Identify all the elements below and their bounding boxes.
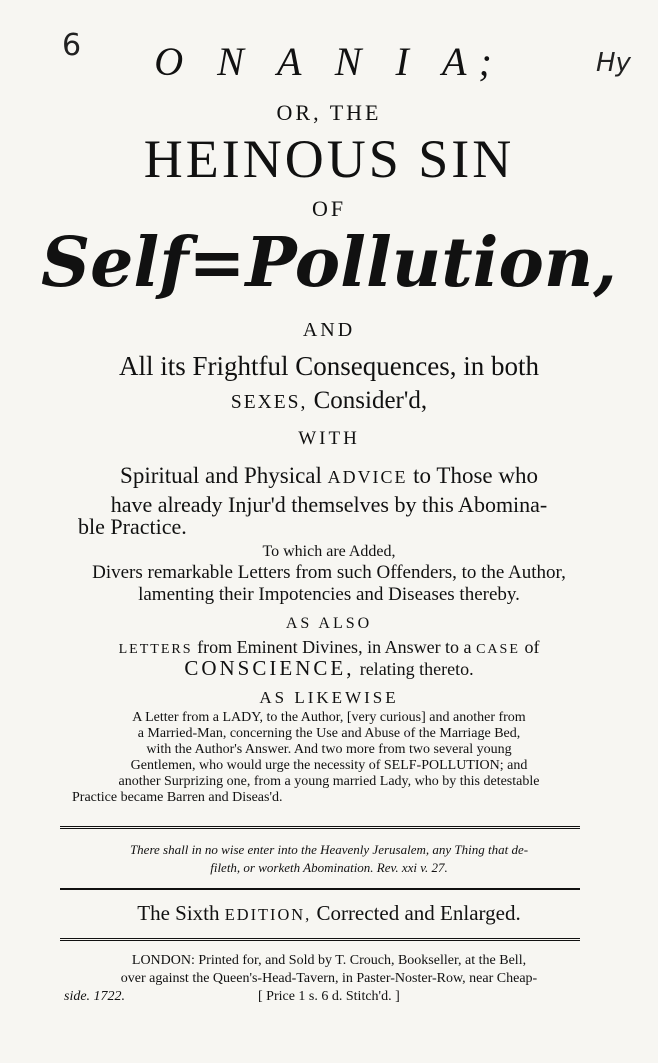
edition-word: EDITION, — [224, 905, 312, 924]
title-or-the: OR, THE — [276, 100, 382, 125]
lady-line-5: another Surprizing one, from a young married Lady, who by this detestable — [118, 774, 540, 789]
divines-text: from Eminent Divines, in Answer to a — [197, 637, 472, 657]
lady-line-6: Practice became Barren and Diseas'd. — [72, 790, 283, 805]
title-heinous-sin: HEINOUS SIN — [143, 129, 515, 189]
imprint-line-3-a: side. 1722. — [64, 989, 126, 1004]
edition-text-c: Corrected and Enlarged. — [316, 901, 521, 925]
edition-text-a: The Sixth — [137, 901, 220, 925]
letters-line-1: Divers remarkable Letters from such Offenders, to the Author, — [92, 562, 566, 583]
advice-text-c: to Those who — [413, 463, 538, 488]
handwritten-number: 6 — [62, 28, 82, 63]
imprint-line-2: over against the Queen's-Head-Tavern, in Paster-Noster-Row, near Cheap- — [120, 971, 538, 986]
edition-line — [0, 900, 658, 928]
relating-text: relating thereto. — [359, 659, 474, 679]
letters-word: LETTERS — [118, 641, 193, 657]
lady-line-1: A Letter from a LADY, to the Author, [very curious] and another from — [132, 710, 526, 725]
quote-line-2: fileth, or worketh Abomination. Rev. xxi v. 27. — [210, 860, 448, 875]
consequences-line-1: All its Frightful Consequences, in both — [119, 351, 539, 381]
of-word: of — [524, 637, 540, 657]
advice-line-3: ble Practice. — [78, 514, 187, 539]
advice-line-1 — [0, 462, 658, 491]
rule-below-quote — [60, 888, 580, 890]
imprint-price: [ Price 1 s. 6 d. Stitch'd. ] — [258, 989, 400, 1004]
divines-line-2 — [0, 656, 658, 681]
considerd-word: Consider'd, — [313, 387, 428, 414]
sexes-word: SEXES, — [230, 392, 308, 413]
title-onania: O N A N I A; — [154, 39, 504, 84]
and-heading: AND — [302, 319, 356, 341]
conscience-word: CONSCIENCE, — [184, 656, 355, 680]
handwritten-note: Hy — [596, 48, 631, 78]
imprint-line-1: LONDON: Printed for, and Sold by T. Crouch, Bookseller, at the Bell, — [131, 953, 527, 968]
lady-line-3: with the Author's Answer. And two more from two several young — [146, 742, 512, 757]
case-word: CASE — [476, 641, 520, 657]
as-likewise-heading: AS LIKEWISE — [259, 688, 399, 707]
advice-text-a: Spiritual and Physical — [120, 463, 322, 488]
rule-above-imprint — [60, 938, 580, 941]
rule-above-quote — [60, 826, 580, 829]
lady-line-4: Gentlemen, who would urge the necessity of SELF-POLLUTION; and — [130, 758, 528, 773]
added-line: To which are Added, — [262, 543, 396, 560]
title-of: OF — [311, 196, 347, 221]
advice-word: ADVICE — [327, 467, 408, 487]
advice-line-2: have already Injur'd themselves by this Abomina- — [110, 492, 548, 517]
with-heading: WITH — [298, 428, 360, 449]
quote-line-1: There shall in no wise enter into the Heavenly Jerusalem, any Thing that de- — [129, 842, 529, 857]
consequences-line-2 — [0, 386, 658, 418]
letters-line-2: lamenting their Impotencies and Diseases thereby. — [138, 584, 520, 605]
as-also-heading: AS ALSO — [285, 615, 373, 632]
title-self-pollution: Self=Pollution, — [41, 223, 617, 303]
lady-line-2: a Married-Man, concerning the Use and Abuse of the Marriage Bed, — [137, 726, 521, 741]
